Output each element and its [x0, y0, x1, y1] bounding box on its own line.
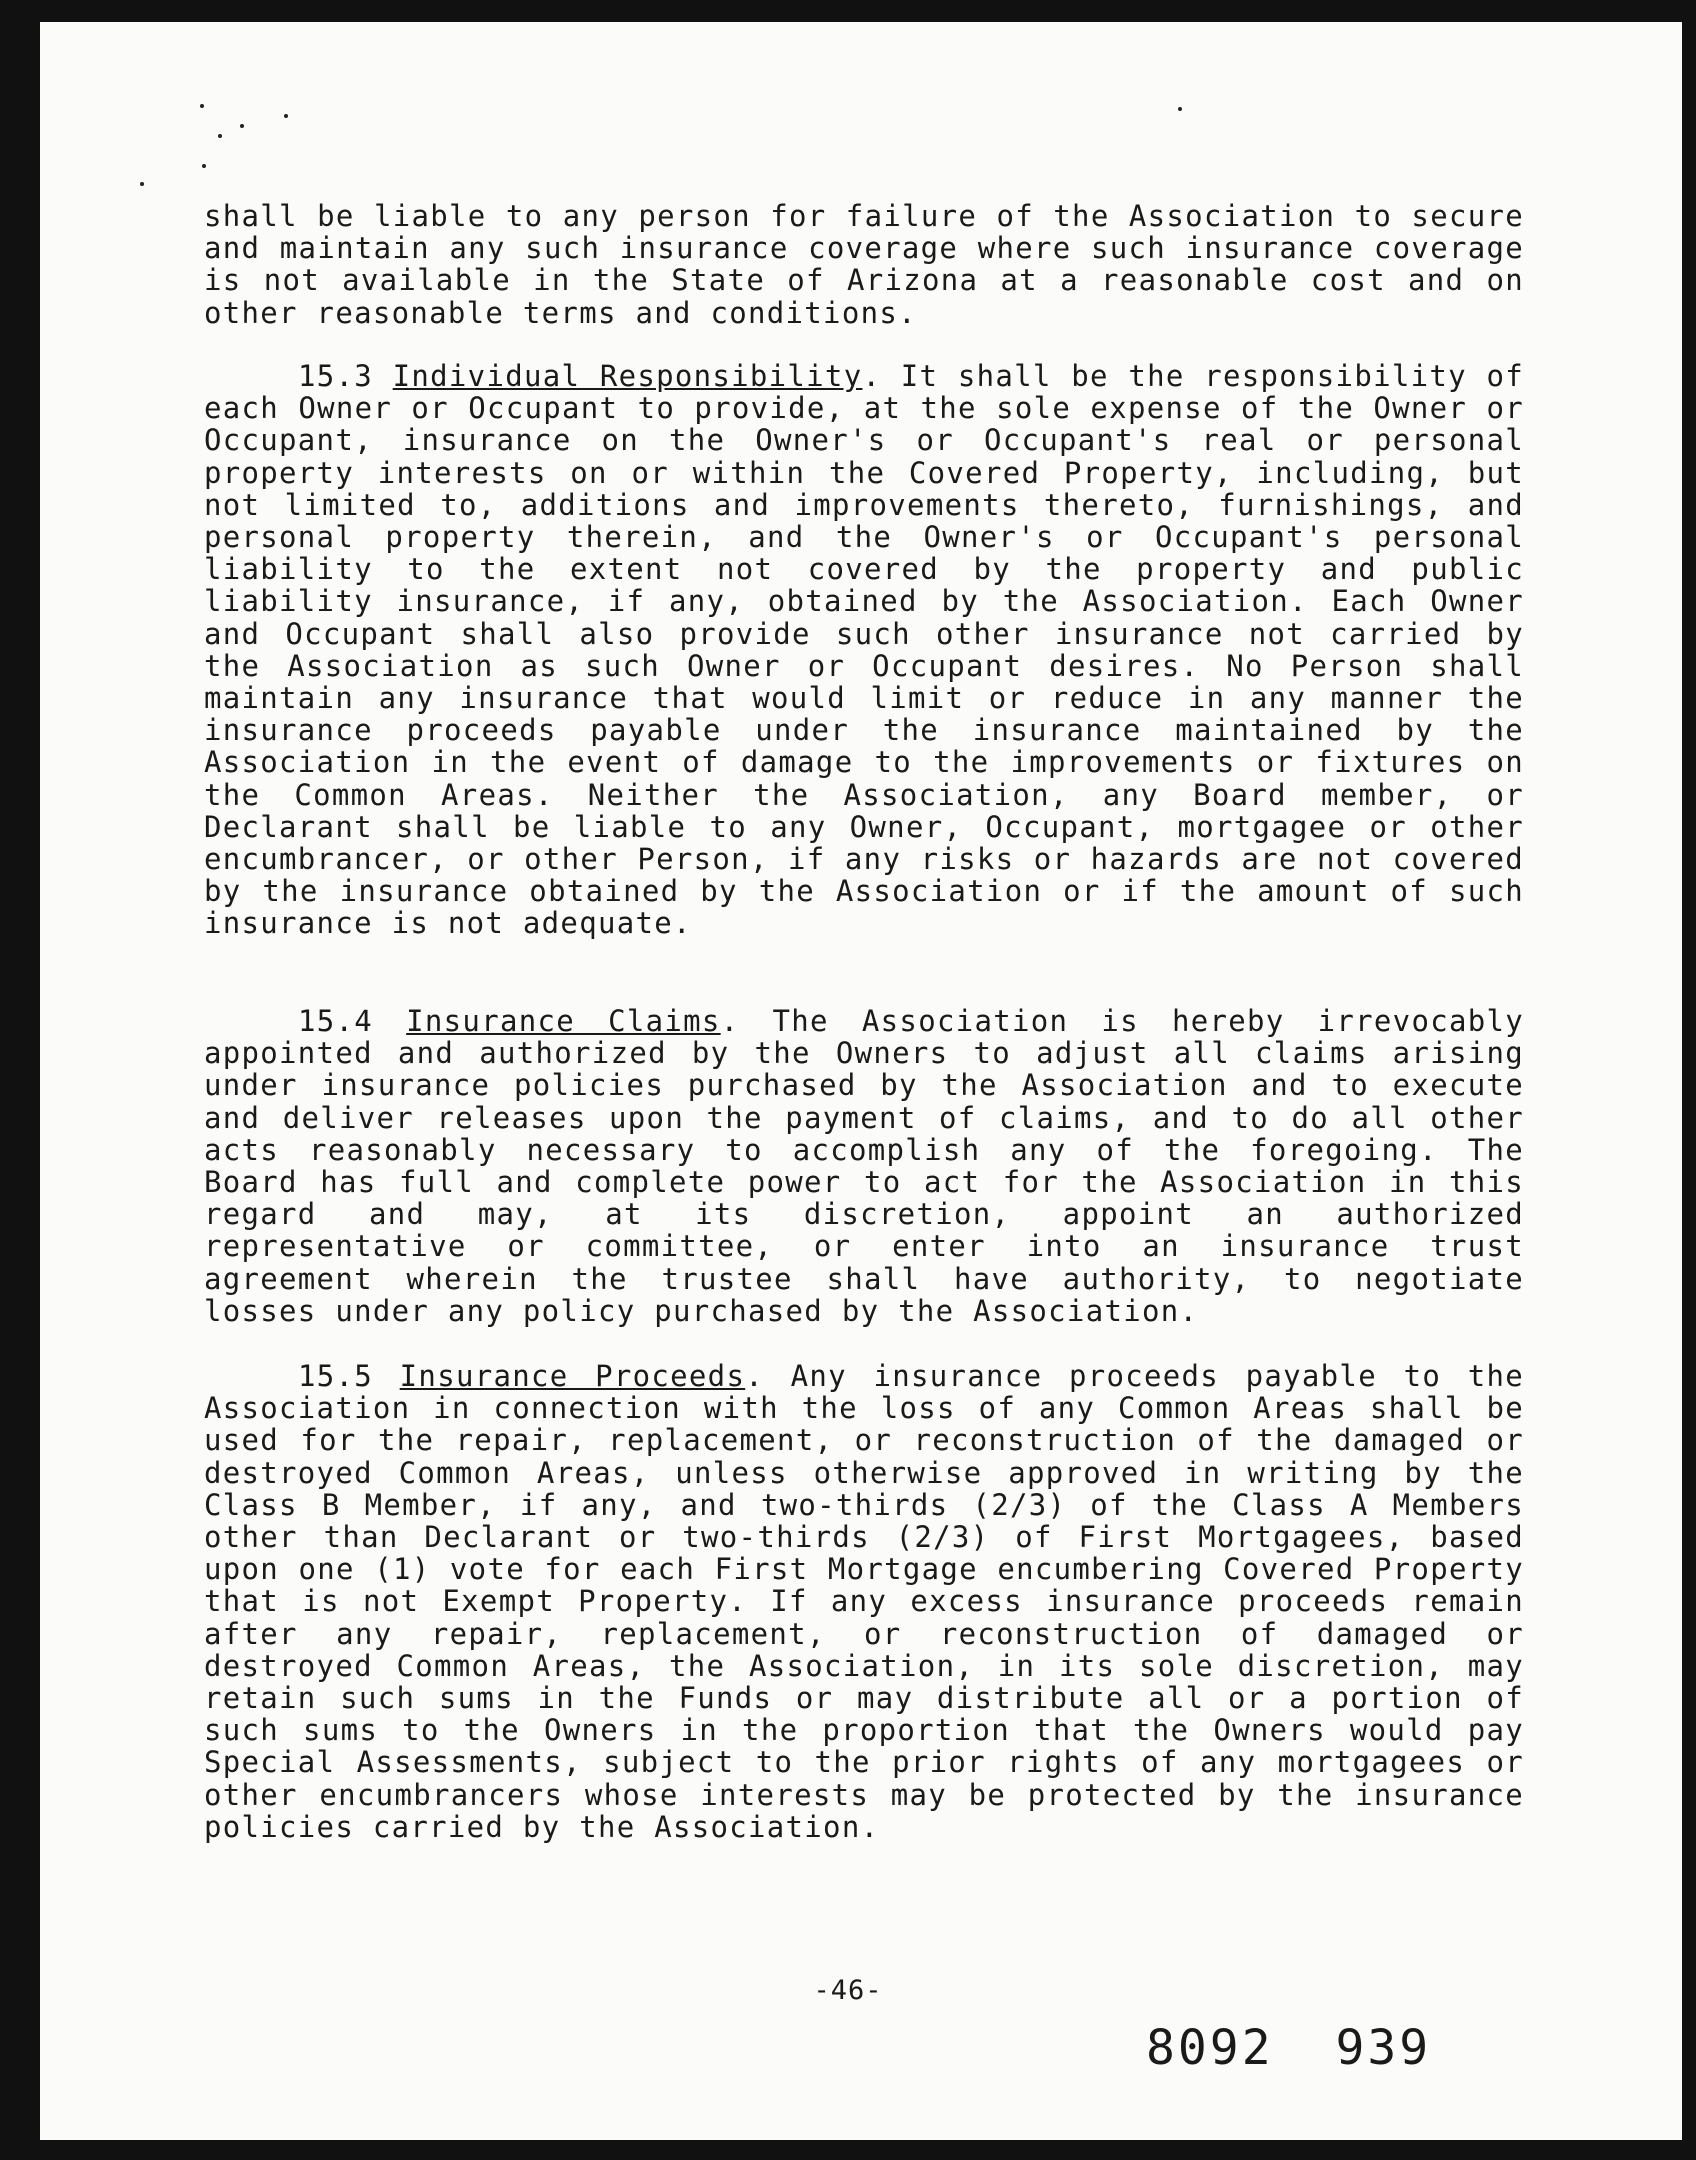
- scan-speck: [140, 182, 144, 186]
- intro-paragraph: [204, 200, 1524, 329]
- scan-speck: [200, 104, 204, 108]
- section-number: 15.5: [298, 1359, 374, 1393]
- section-heading: Insurance Claims: [406, 1004, 721, 1038]
- scan-speck: [202, 164, 206, 168]
- section-15-4: 15.4 Insurance Claims. The Association is hereby irrevocably appointed and authorized by the Owners to adjust all claims arising under insurance policies purchased by the Association and to execute and deliver releases upon the payment of claims, and to do all other acts reasonably necessary to accomplish any of the foregoing. The Board has full and complete power to act for the Association in this regard and may, at its discretion, appoint an authorized representative or committee, or enter into an insurance trust agreement wherein the trustee shall have authority, to negotiate losses under any policy purchased by the Association.: [204, 1004, 1524, 1328]
- scan-speck: [240, 124, 244, 128]
- section-15-3: 15.3 Individual Responsibility. It shall be the responsibility of each Owner or Occupant to provide, at the sole expense of the Owner or Occupant, insurance on the Owner's or Occupant's real or personal property interests on or within the Covered Property, including, but not limited to, additions and improvements thereto, furnishings, and personal property therein, and the Owner's or Occupant's personal liability to the extent not covered by the property and public liability insurance, if any, obtained by the Association. Each Owner and Occupant shall also provide such other insurance not carried by the Association as such Owner or Occupant desires. No Person shall maintain any insurance that would limit or reduce in any manner the insurance proceeds payable under the insurance maintained by the Association in the event of damage to the improvements or fixtures on the Common Areas. Neither the Association, any Board member, or Declarant shall be liable to any Owner, Occupant, mortgagee or other encumbrancer, or other Person, if any risks or hazards are not covered by the insurance obtained by the Association or if the amount of such insurance is not adequate.: [204, 359, 1524, 941]
- section-body: It shall be the responsibility of each Owner or Occupant to provide, at the sole expense of the Owner or Occupant, insurance on the Owner's or Occupant's real or personal property interests on or within the Covered Property, including, but not limited to, additions and improvements thereto, furnishings, and personal property therein, and the Owner's or Occupant's personal liability to the extent not covered by the property and public liability insurance, if any, obtained by the Association. Each Owner and Occupant shall also provide such other insurance not carried by the Association as such Owner or Occupant desires. No Person shall maintain any insurance that would limit or reduce in any manner the insurance proceeds payable under the insurance maintained by the Association in the event of damage to the improvements or fixtures on the Common Areas. Neither the Association, any Board member, or Declarant shall be liable to any Owner, Occupant, mortgagee or other encumbrancer, or other Person, if any risks or hazards are not covered by the insurance obtained by the Association or if the amount of such insurance is not adequate.: [204, 359, 1524, 941]
- section-heading: Insurance Proceeds: [399, 1359, 746, 1393]
- section-number: 15.4: [298, 1004, 374, 1038]
- page-number: -46-: [813, 1975, 883, 2006]
- section-body: Any insurance proceeds payable to the Association in connection with the loss of any Common Areas shall be used for the repair, replacement, or reconstruction of the damaged or destroyed Common Areas, unless otherwise approved in writing by the Class B Member, if any, and two-thirds (2/3) of the Class A Members other than Declarant or two-thirds (2/3) of First Mortgagees, based upon one (1) vote for each First Mortgage encumbering Covered Property that is not Exempt Property. If any excess insurance proceeds remain after any repair, replacement, or reconstruction of damaged or destroyed Common Areas, the Association, in its sole discretion, may retain such sums in the Funds or may distribute all or a portion of such sums to the Owners in the proportion that the Owners would pay Special Assessments, subject to the prior rights of any mortgagees or other encumbrancers whose interests may be protected by the insurance policies carried by the Association.: [204, 1359, 1524, 1844]
- document-stamp-number: 8092 939: [1146, 2020, 1432, 2076]
- scan-speck: [284, 114, 288, 118]
- scan-speck: [218, 134, 222, 138]
- section-heading: Individual Responsibility: [392, 359, 863, 393]
- section-body: The Association is hereby irrevocably appointed and authorized by the Owners to adjust all claims arising under insurance policies purchased by the Association and to execute and deliver releases upon the payment of claims, and to do all other acts reasonably necessary to accomplish any of the foregoing. The Board has full and complete power to act for the Association in this regard and may, at its discretion, appoint an authorized representative or committee, or enter into an insurance trust agreement wherein the trustee shall have authority, to negotiate losses under any policy purchased by the Association.: [204, 1004, 1524, 1328]
- section-number: 15.3: [298, 359, 374, 393]
- intro-text: shall be liable to any person for failure of the Association to secure and maintain any such insurance coverage where such insurance coverage is not available in the State of Arizona at a reasonable cost and on other reasonable terms and conditions.: [204, 199, 1524, 330]
- scan-speck: [1178, 107, 1182, 111]
- section-15-5: 15.5 Insurance Proceeds. Any insurance proceeds payable to the Association in connection with the loss of any Common Areas shall be used for the repair, replacement, or reconstruction of the damaged or destroyed Common Areas, unless otherwise approved in writing by the Class B Member, if any, and two-thirds (2/3) of the Class A Members other than Declarant or two-thirds (2/3) of First Mortgagees, based upon one (1) vote for each First Mortgage encumbering Covered Property that is not Exempt Property. If any excess insurance proceeds remain after any repair, replacement, or reconstruction of damaged or destroyed Common Areas, the Association, in its sole discretion, may retain such sums in the Funds or may distribute all or a portion of such sums to the Owners in the proportion that the Owners would pay Special Assessments, subject to the prior rights of any mortgagees or other encumbrancers whose interests may be protected by the insurance policies carried by the Association.: [204, 1359, 1524, 1844]
